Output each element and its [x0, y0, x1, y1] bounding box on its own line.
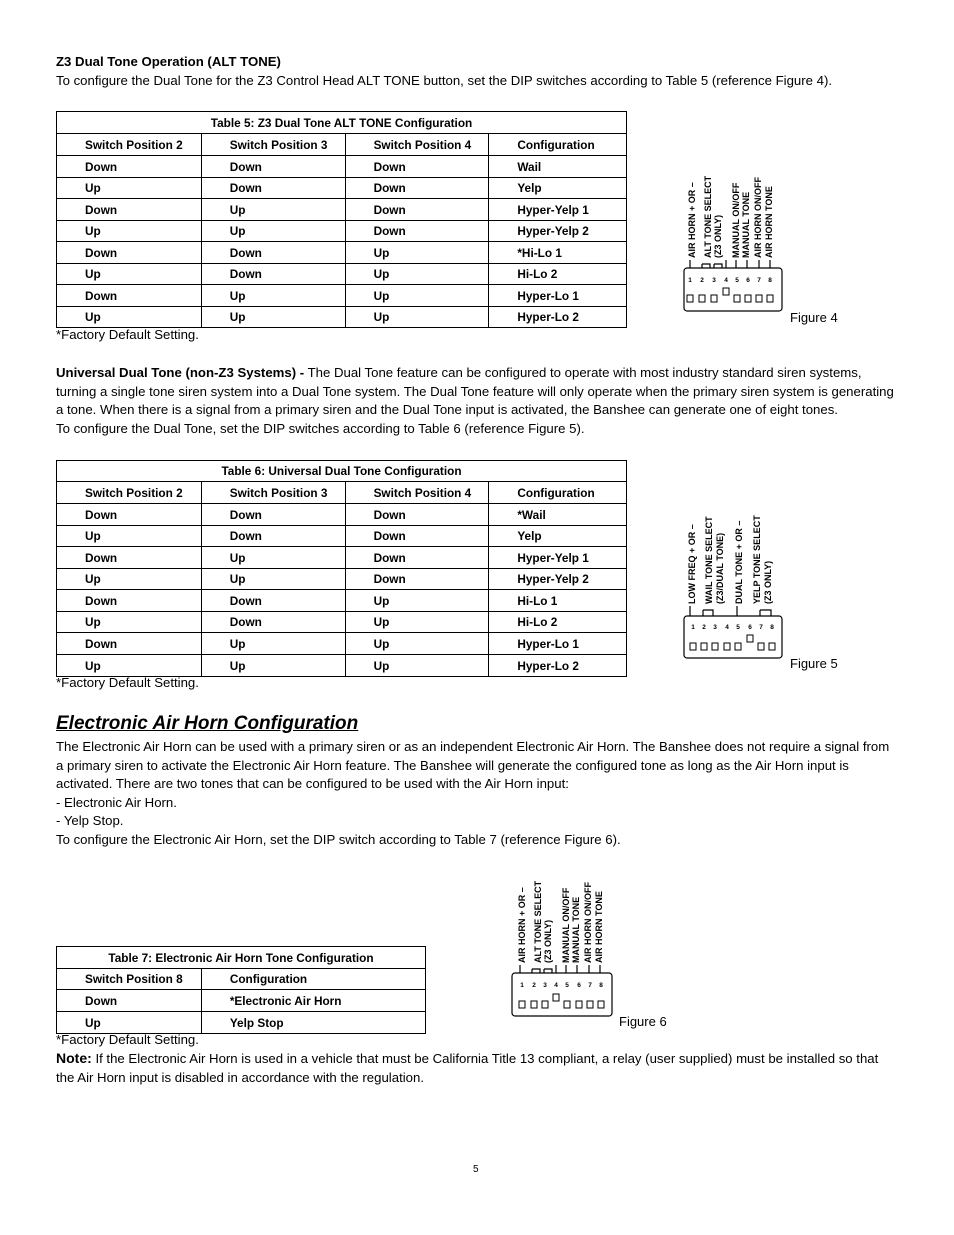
table-cell: *Hi-Lo 1 [489, 242, 627, 264]
table-cell: Hyper-Yelp 2 [489, 221, 627, 242]
table-cell: Hyper-Lo 1 [489, 633, 627, 655]
table-row [57, 199, 627, 221]
fig4-label: MANUAL TONE [741, 191, 751, 258]
table-cell: Down [201, 526, 345, 547]
table-5 [56, 111, 627, 328]
switch-number: 2 [702, 624, 706, 631]
table-header: Switch Position 2 [57, 134, 202, 156]
fig5-label: YELP TONE SELECT [752, 515, 762, 604]
table-cell: Up [57, 178, 202, 199]
figure-4-caption: Figure 4 [790, 310, 838, 325]
table-7-footnote: *Factory Default Setting. [56, 1032, 199, 1047]
table-cell: Down [57, 285, 202, 307]
switch-number: 4 [554, 982, 558, 989]
table-cell: Down [345, 526, 489, 547]
table-cell: Hyper-Yelp 1 [489, 547, 627, 569]
note-text: If the Electronic Air Horn is used in a vehicle that must be California Title 13 compliant, a relay (user supplied) must be installed so that the Air Horn input is disabled in accordance with the regulation. [56, 1051, 879, 1085]
table-cell: Up [345, 612, 489, 633]
table-header: Switch Position 8 [57, 969, 202, 990]
fig4-label: MANUAL ON/OFF [731, 182, 741, 258]
table-cell: Up [201, 199, 345, 221]
table-cell: Down [345, 547, 489, 569]
fig4-label: AIR HORN TONE [764, 186, 774, 258]
table-row [57, 221, 627, 242]
note-label: Note: [56, 1050, 92, 1066]
table-cell: Down [57, 590, 202, 612]
dip-switch-housing [684, 616, 782, 658]
table-cell: Down [345, 221, 489, 242]
switch-number: 6 [746, 277, 750, 284]
fig6-label: AIR HORN + OR – [517, 887, 527, 963]
fig5-label: LOW FREQ + OR – [687, 524, 697, 604]
fig6-label: AIR HORN TONE [594, 891, 604, 963]
fig6-label: ALT TONE SELECT [533, 880, 543, 963]
fig6-label: AIR HORN ON/OFF [583, 882, 593, 963]
table-cell: Hyper-Yelp 2 [489, 569, 627, 590]
fig4-label: AIR HORN ON/OFF [753, 177, 763, 258]
switch-number: 4 [724, 277, 728, 284]
switch-number: 6 [748, 624, 752, 631]
page-number: 5 [473, 1164, 479, 1175]
fig5-label: DUAL TONE + OR – [734, 520, 744, 604]
table-cell: Down [345, 504, 489, 526]
section-heading-z3: Z3 Dual Tone Operation (ALT TONE) [56, 54, 281, 69]
dip-switch-diagram-figure-4 [676, 160, 788, 316]
fig6-label: (Z3 ONLY) [543, 919, 553, 963]
table-row [57, 264, 627, 285]
table-header: Configuration [201, 969, 425, 990]
list-item: - Electronic Air Horn. [56, 794, 177, 810]
table-cell: Up [57, 526, 202, 547]
note-paragraph [56, 1049, 896, 1087]
table-cell: Up [201, 655, 345, 677]
section-text-z3: To configure the Dual Tone for the Z3 Control Head ALT TONE button, set the DIP switches according to Table 5 (reference Figure 4). [56, 73, 833, 88]
table-cell: Up [201, 633, 345, 655]
table-row [57, 547, 627, 569]
table-cell: Up [201, 221, 345, 242]
table-5-footnote: *Factory Default Setting. [56, 327, 199, 342]
table-cell: Down [201, 156, 345, 178]
table-7-caption: Table 7: Electronic Air Horn Tone Configuration [57, 947, 426, 969]
table-row [57, 504, 627, 526]
section-heading-air-horn: Electronic Air Horn Configuration [56, 713, 359, 734]
table-row [57, 612, 627, 633]
table-6 [56, 460, 627, 677]
table-cell: Hyper-Lo 2 [489, 655, 627, 677]
table-row [57, 526, 627, 547]
fig5-label: (Z3/DUAL TONE) [715, 532, 725, 604]
table-5-caption: Table 5: Z3 Dual Tone ALT TONE Configuration [57, 112, 627, 134]
table-cell: Down [57, 547, 202, 569]
table-header: Switch Position 3 [201, 134, 345, 156]
section-body: The Dual Tone feature can be configured to operate with most industry standard siren systems, turning a single tone siren system into a Dual Tone system. The Dual Tone feature will only operate when the primary siren system is generating a tone. When there is a signal from a primary siren and the Dual Tone input is activated, the Banshee can generate one of eight tones. [56, 365, 894, 418]
table-cell: Down [201, 264, 345, 285]
dip-switch-housing [684, 268, 782, 311]
figure-6-caption: Figure 6 [619, 1014, 667, 1029]
fig5-label: (Z3 ONLY) [763, 560, 773, 604]
section-lead-universal: Universal Dual Tone (non-Z3 Systems) - [56, 365, 305, 380]
table-cell: Up [57, 264, 202, 285]
table-cell: Up [57, 612, 202, 633]
paragraph: To configure the Electronic Air Horn, set the DIP switch according to Table 7 (reference Figure 6). [56, 831, 621, 847]
table-cell: Hyper-Lo 2 [489, 307, 627, 328]
table-cell: Down [57, 199, 202, 221]
table-cell: Up [345, 655, 489, 677]
table-cell: Down [201, 504, 345, 526]
dip-switch-diagram-figure-5 [676, 506, 788, 661]
table-row [57, 990, 426, 1012]
table-cell: Up [345, 633, 489, 655]
switch-number: 2 [532, 982, 536, 989]
switch-number: 5 [735, 277, 739, 284]
table-6-footnote: *Factory Default Setting. [56, 675, 199, 690]
table-header: Configuration [489, 134, 627, 156]
fig6-label: MANUAL ON/OFF [561, 887, 571, 963]
table-row [57, 633, 627, 655]
table-cell: Down [345, 156, 489, 178]
dip-switch-diagram-figure-6 [506, 868, 618, 1020]
table-cell: Up [345, 590, 489, 612]
switch-number: 3 [543, 982, 547, 989]
table-cell: Up [345, 264, 489, 285]
switch-number: 8 [768, 277, 772, 284]
table-cell: Down [201, 612, 345, 633]
table-cell: Down [345, 178, 489, 199]
table-cell: Up [57, 655, 202, 677]
section-text-universal [56, 364, 896, 438]
table-cell: Wail [489, 156, 627, 178]
switch-number: 3 [712, 277, 716, 284]
table-cell: Up [201, 569, 345, 590]
switch-number: 5 [565, 982, 569, 989]
table-cell: Up [201, 307, 345, 328]
table-cell: Hi-Lo 1 [489, 590, 627, 612]
switch-number: 8 [599, 982, 603, 989]
switch-number: 1 [691, 624, 695, 631]
switch-number: 4 [725, 624, 729, 631]
table-row [57, 590, 627, 612]
table-row [57, 307, 627, 328]
table-row [57, 285, 627, 307]
section-body: To configure the Dual Tone, set the DIP switches according to Table 6 (reference Figure 5). [56, 420, 585, 436]
switch-number: 6 [577, 982, 581, 989]
fig4-label: (Z3 ONLY) [713, 214, 723, 258]
paragraph: The Electronic Air Horn can be used with a primary siren or as an independent Electronic Air Horn. The Banshee does not require a signal from a primary siren to activate the Electronic Air Horn feature. The Banshee will generate the configured tone as long as the Air Horn input is activated. There are two tones that can be configured to be used with the Air Horn input: [56, 739, 890, 792]
section-text-air-horn [56, 738, 896, 850]
list-item: - Yelp Stop. [56, 813, 124, 829]
switch-number: 3 [713, 624, 717, 631]
table-cell: Down [345, 199, 489, 221]
table-cell: Down [201, 178, 345, 199]
switch-number: 7 [759, 624, 763, 631]
switch-number: 1 [688, 277, 692, 284]
table-cell: Hi-Lo 2 [489, 264, 627, 285]
table-cell: Up [57, 569, 202, 590]
table-cell: Down [201, 590, 345, 612]
figure-5-caption: Figure 5 [790, 656, 838, 671]
table-cell: Down [201, 242, 345, 264]
table-row [57, 242, 627, 264]
table-cell: Yelp Stop [201, 1012, 425, 1034]
table-row [57, 156, 627, 178]
switch-number: 8 [770, 624, 774, 631]
table-cell: Down [345, 569, 489, 590]
table-header: Switch Position 4 [345, 482, 489, 504]
switch-number: 7 [588, 982, 592, 989]
fig6-label: MANUAL TONE [571, 896, 581, 963]
table-cell: Hi-Lo 2 [489, 612, 627, 633]
fig5-label: WAIL TONE SELECT [704, 516, 714, 604]
table-cell: Up [57, 1012, 202, 1034]
fig4-label: AIR HORN + OR – [687, 182, 697, 258]
table-cell: *Electronic Air Horn [201, 990, 425, 1012]
table-cell: Down [57, 156, 202, 178]
switch-number: 2 [700, 277, 704, 284]
table-cell: Down [57, 242, 202, 264]
table-cell: Down [57, 633, 202, 655]
table-row [57, 569, 627, 590]
switch-number: 1 [520, 982, 524, 989]
table-cell: Up [345, 285, 489, 307]
table-cell: Hyper-Lo 1 [489, 285, 627, 307]
switch-number: 7 [757, 277, 761, 284]
table-cell: Up [201, 547, 345, 569]
table-cell: Up [57, 307, 202, 328]
table-cell: Up [57, 221, 202, 242]
dip-switch-housing [512, 973, 612, 1016]
table-cell: Yelp [489, 178, 627, 199]
table-6-caption: Table 6: Universal Dual Tone Configuration [57, 461, 627, 482]
table-header: Configuration [489, 482, 627, 504]
table-cell: Down [57, 504, 202, 526]
fig4-label: ALT TONE SELECT [703, 175, 713, 258]
table-header: Switch Position 4 [345, 134, 489, 156]
table-row [57, 178, 627, 199]
table-cell: *Wail [489, 504, 627, 526]
table-7 [56, 946, 426, 1034]
switch-number: 5 [736, 624, 740, 631]
table-cell: Hyper-Yelp 1 [489, 199, 627, 221]
table-cell: Up [345, 242, 489, 264]
table-cell: Up [201, 285, 345, 307]
table-cell: Down [57, 990, 202, 1012]
table-header: Switch Position 2 [57, 482, 202, 504]
table-cell: Up [345, 307, 489, 328]
table-header: Switch Position 3 [201, 482, 345, 504]
table-cell: Yelp [489, 526, 627, 547]
